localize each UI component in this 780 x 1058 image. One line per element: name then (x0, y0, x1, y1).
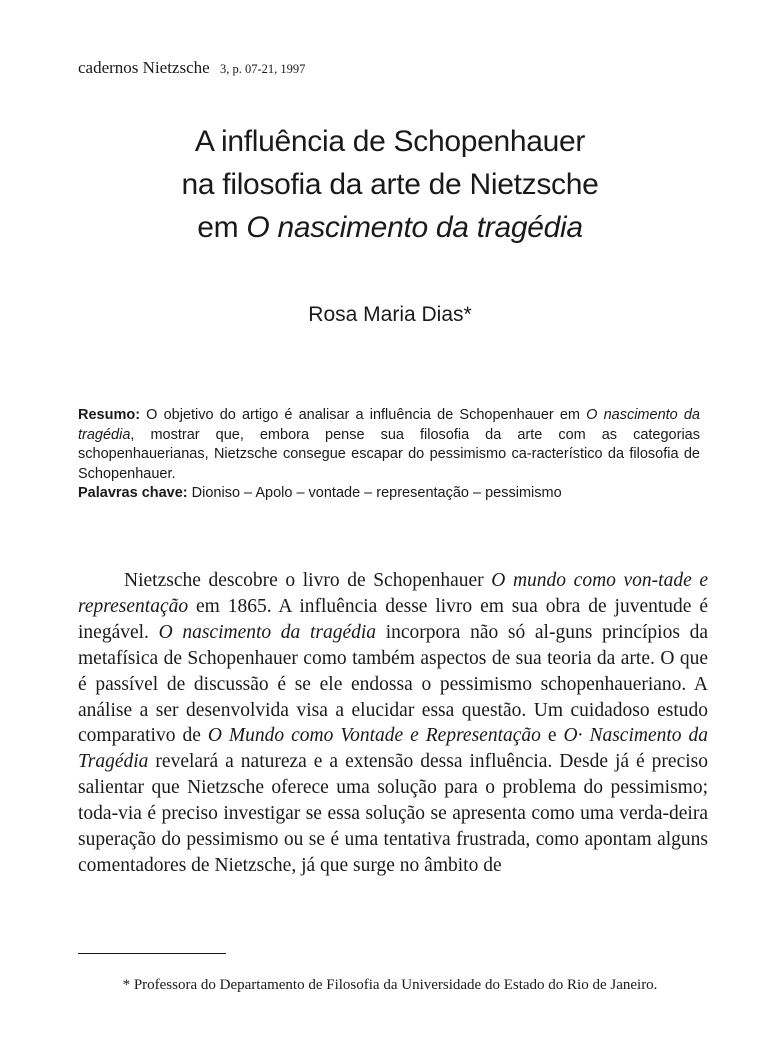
title-line-3-prefix: em (197, 211, 247, 244)
title-line-2: na filosofia da arte de Nietzsche (181, 168, 599, 201)
journal-reference: 3, p. 07-21, 1997 (219, 62, 306, 76)
title-line-3 (60, 206, 720, 249)
body-segment-4: e (540, 725, 564, 747)
body-italic-1: O mundo como von-tade e representação (78, 570, 708, 617)
article-title (60, 120, 720, 249)
body-segment-3: incorpora não só al-guns princípios da metafísica de Schopenhauer como também aspectos de sua teoria da arte. O que é passível de discussão é se ele endossa o pessimismo schopenhaueriano. A análise a ser desenvolvida visa a elucidar essa questão. Um cuidadoso estudo comparativo de (78, 621, 708, 747)
body-segment-2: em 1865. A influência desse livro em sua obra de juventude é inegável. (78, 595, 708, 643)
abstract-book-title: O nascimento da tragédia (78, 407, 700, 443)
keywords-text: Dioniso – Apolo – vontade – representação – pessimismo (187, 485, 562, 502)
running-header (78, 58, 305, 78)
body-segment-1: Nietzsche descobre o livro de Schopenhauer (124, 570, 492, 591)
body-segment-5: revelará a natureza e a extensão dessa influência. Desde já é preciso salientar que Nietzsche oferece uma solução para o problema do pessimismo; toda-via é preciso investigar se essa solução se apresenta como uma verda-deira superação do pessimismo ou se é uma tentativa frustrada, como apontam alguns comentadores de Nietzsche, já que surge no âmbito de (78, 751, 708, 876)
title-line-1: A influência de Schopenhauer (194, 125, 586, 158)
keywords-paragraph (78, 484, 700, 504)
body-italic-3: O Mundo como Vontade e Representação (207, 725, 541, 747)
footnote: * Professora do Departamento de Filosofia da Universidade do Estado do Rio de Janeiro. (122, 977, 658, 993)
abstract-paragraph (78, 406, 700, 484)
abstract-text-2: , mostrar que, embora pense sua filosofia da arte com as categorias schopenhauerianas, Nietzsche consegue escapar do pessimismo ca-racterístico da filosofia de Schopenhauer. (78, 426, 700, 482)
journal-name: cadernos Nietzsche (78, 58, 210, 77)
footnote-divider (78, 953, 226, 954)
abstract-label: Resumo: (78, 407, 141, 423)
body-italic-2: O nascimento da tragédia (158, 621, 377, 643)
abstract-block (78, 406, 700, 504)
author-name: Rosa Maria Dias* (308, 303, 472, 326)
body-text (78, 568, 708, 879)
keywords-label: Palavras chave: (78, 485, 188, 502)
title-book-name: O nascimento da tragédia (246, 211, 583, 244)
body-italic-4: O· Nascimento da Tragédia (78, 725, 708, 773)
abstract-text-1: O objetivo do artigo é analisar a influência de Schopenhauer em (140, 407, 587, 423)
body-paragraph (78, 568, 708, 879)
